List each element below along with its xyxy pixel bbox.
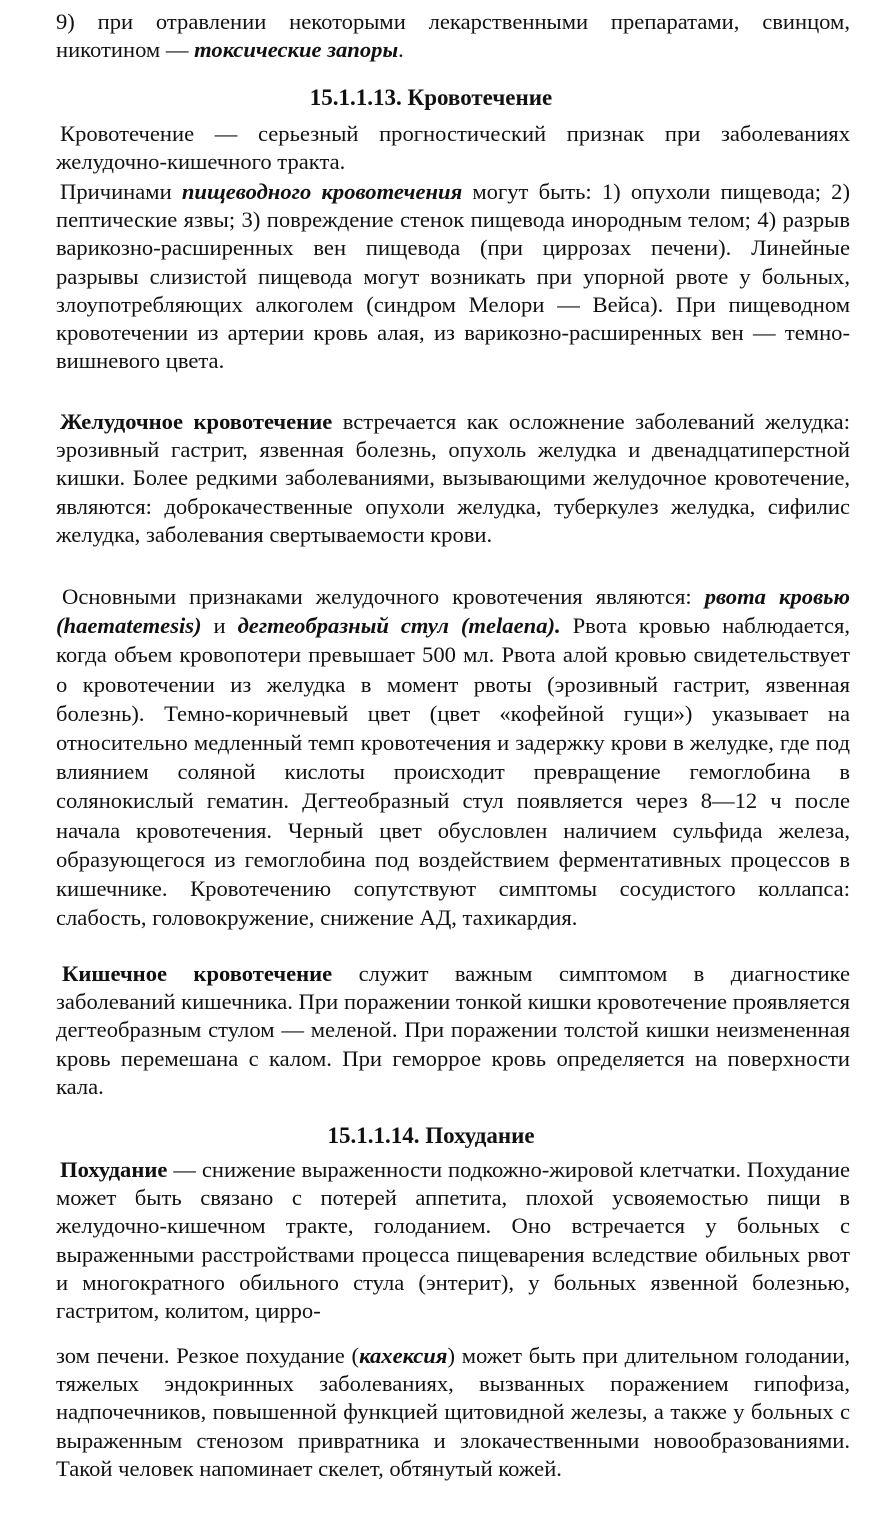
term-cachexia: кахексия [359,1343,448,1368]
paragraph-esophageal-bleeding: Причинами пищеводного кровотечения могут быть: 1) опухоли пищевода; 2) пептические язвы; 3) повреждение стенок пищевода инородным телом; 4) разрыв варикозно-расширенных вен пищевода (при циррозах печени). Линейные разрывы слизистой пищевода могут возникать при упорной рвоте у больных, злоупотребляющих алкоголем (синдром Мелори — Вейса). При пищеводном кровотечении из артерии кровь алая, из варикозно-расширенных вен — темно-вишневого цвета. [56,179,851,374]
section-heading-bleeding: 15.1.1.13. Кровотечение [309,85,553,110]
paragraph-bleeding-intro: Кровотечение — серьезный прогностический признак при заболеваниях желудочно-кишечного тракта. [56,121,850,175]
term-melaena: дегтеобразный стул (melaena). [237,613,561,639]
term-esophageal-bleeding: пищеводного кровотечения [181,179,463,204]
paragraph-gastric-bleeding-signs: Основными признаками желудочного кровотечения являются: рвота кровью (haematemesis) и дегтеобразный стул (melaena). Рвота кровью наблюдается, когда объем кровопотери превышает 500 мл. Рвота алой кровью свидетельствует о кровотечении из желудка в момент рвоты (эрозивный гастрит, язвенная болезнь). Темно-коричневый цвет (цвет «кофейной гущи») указывает на относительно медленный темп кровотечения и задержку крови в желудке, где под влиянием соляной кислоты происходит превращение гемоглобина в солянокислый гематин. Дегтеобразный стул появляется через 8—12 ч после начала кровотечения. Черный цвет обусловлен наличием сульфида железа, образующегося из гемоглобина под воздействием ферментативных процессов в кишечнике. Кровотечению сопутствуют симптомы сосудистого коллапса: слабость, головокружение, снижение АД, тахикардия. [56,584,851,931]
paragraph-gastric-bleeding: Желудочное кровотечение встречается как осложнение заболеваний желудка: эрозивный гастрит, язвенная болезнь, опухоль желудка и двенадцатиперстной кишки. Более редкими заболеваниями, вызывающими желудочное кровотечение, являются: доброкачественные опухоли желудка, туберкулез желудка, сифилис желудка, заболевания свертываемости крови. [56,409,850,547]
paragraph-cachexia: зом печени. Резкое похудание (кахексия) может быть при длительном голодании, тяжелых эндокринных заболеваниях, вызванных поражением гипофиза, надпочечников, повышенной функцией щитовидной железы, а также у больных с выраженным стенозом привратника и злокачественными новообразованиями. Такой человек напоминает скелет, обтянутый кожей. [56,1343,850,1481]
term-intestinal-bleeding: Кишечное кровотечение [62,961,333,986]
section-heading-weight-loss: 15.1.1.14. Похудание [327,1123,535,1148]
term-hematemesis: рвота кровью (haematemesis) [56,584,850,639]
paragraph-weight-loss: Похудание — снижение выраженности подкожно-жировой клетчатки. Похудание может быть связано с потерей аппетита, плохой усвояемостью пищи в желудочно-кишечном тракте, голоданием. Оно встречается у больных с выраженными расстройствами процесса пищеварения вследствие обильных рвот и многократного обильного стула (энтерит), у больных язвенной болезнью, гастритом, колитом, цирро- [56,1157,850,1324]
term-gastric-bleeding: Желудочное кровотечение [60,409,333,434]
paragraph-intestinal-bleeding: Кишечное кровотечение служит важным симптомом в диагностике заболеваний кишечника. При поражении тонкой кишки кровотечение проявляется дегтеобразным стулом — меленой. При поражении толстой кишки неизмененная кровь перемешана с калом. При геморрое кровь определяется на поверхности кала. [56,961,851,1099]
term-toxic-constipation: токсические запоры [194,37,399,63]
paragraph-toxic-constipation: 9) при отравлении некоторыми лекарственными препаратами, свинцом, никотином — токсические запоры. [56,9,850,63]
term-weight-loss: Похудание [60,1157,168,1182]
